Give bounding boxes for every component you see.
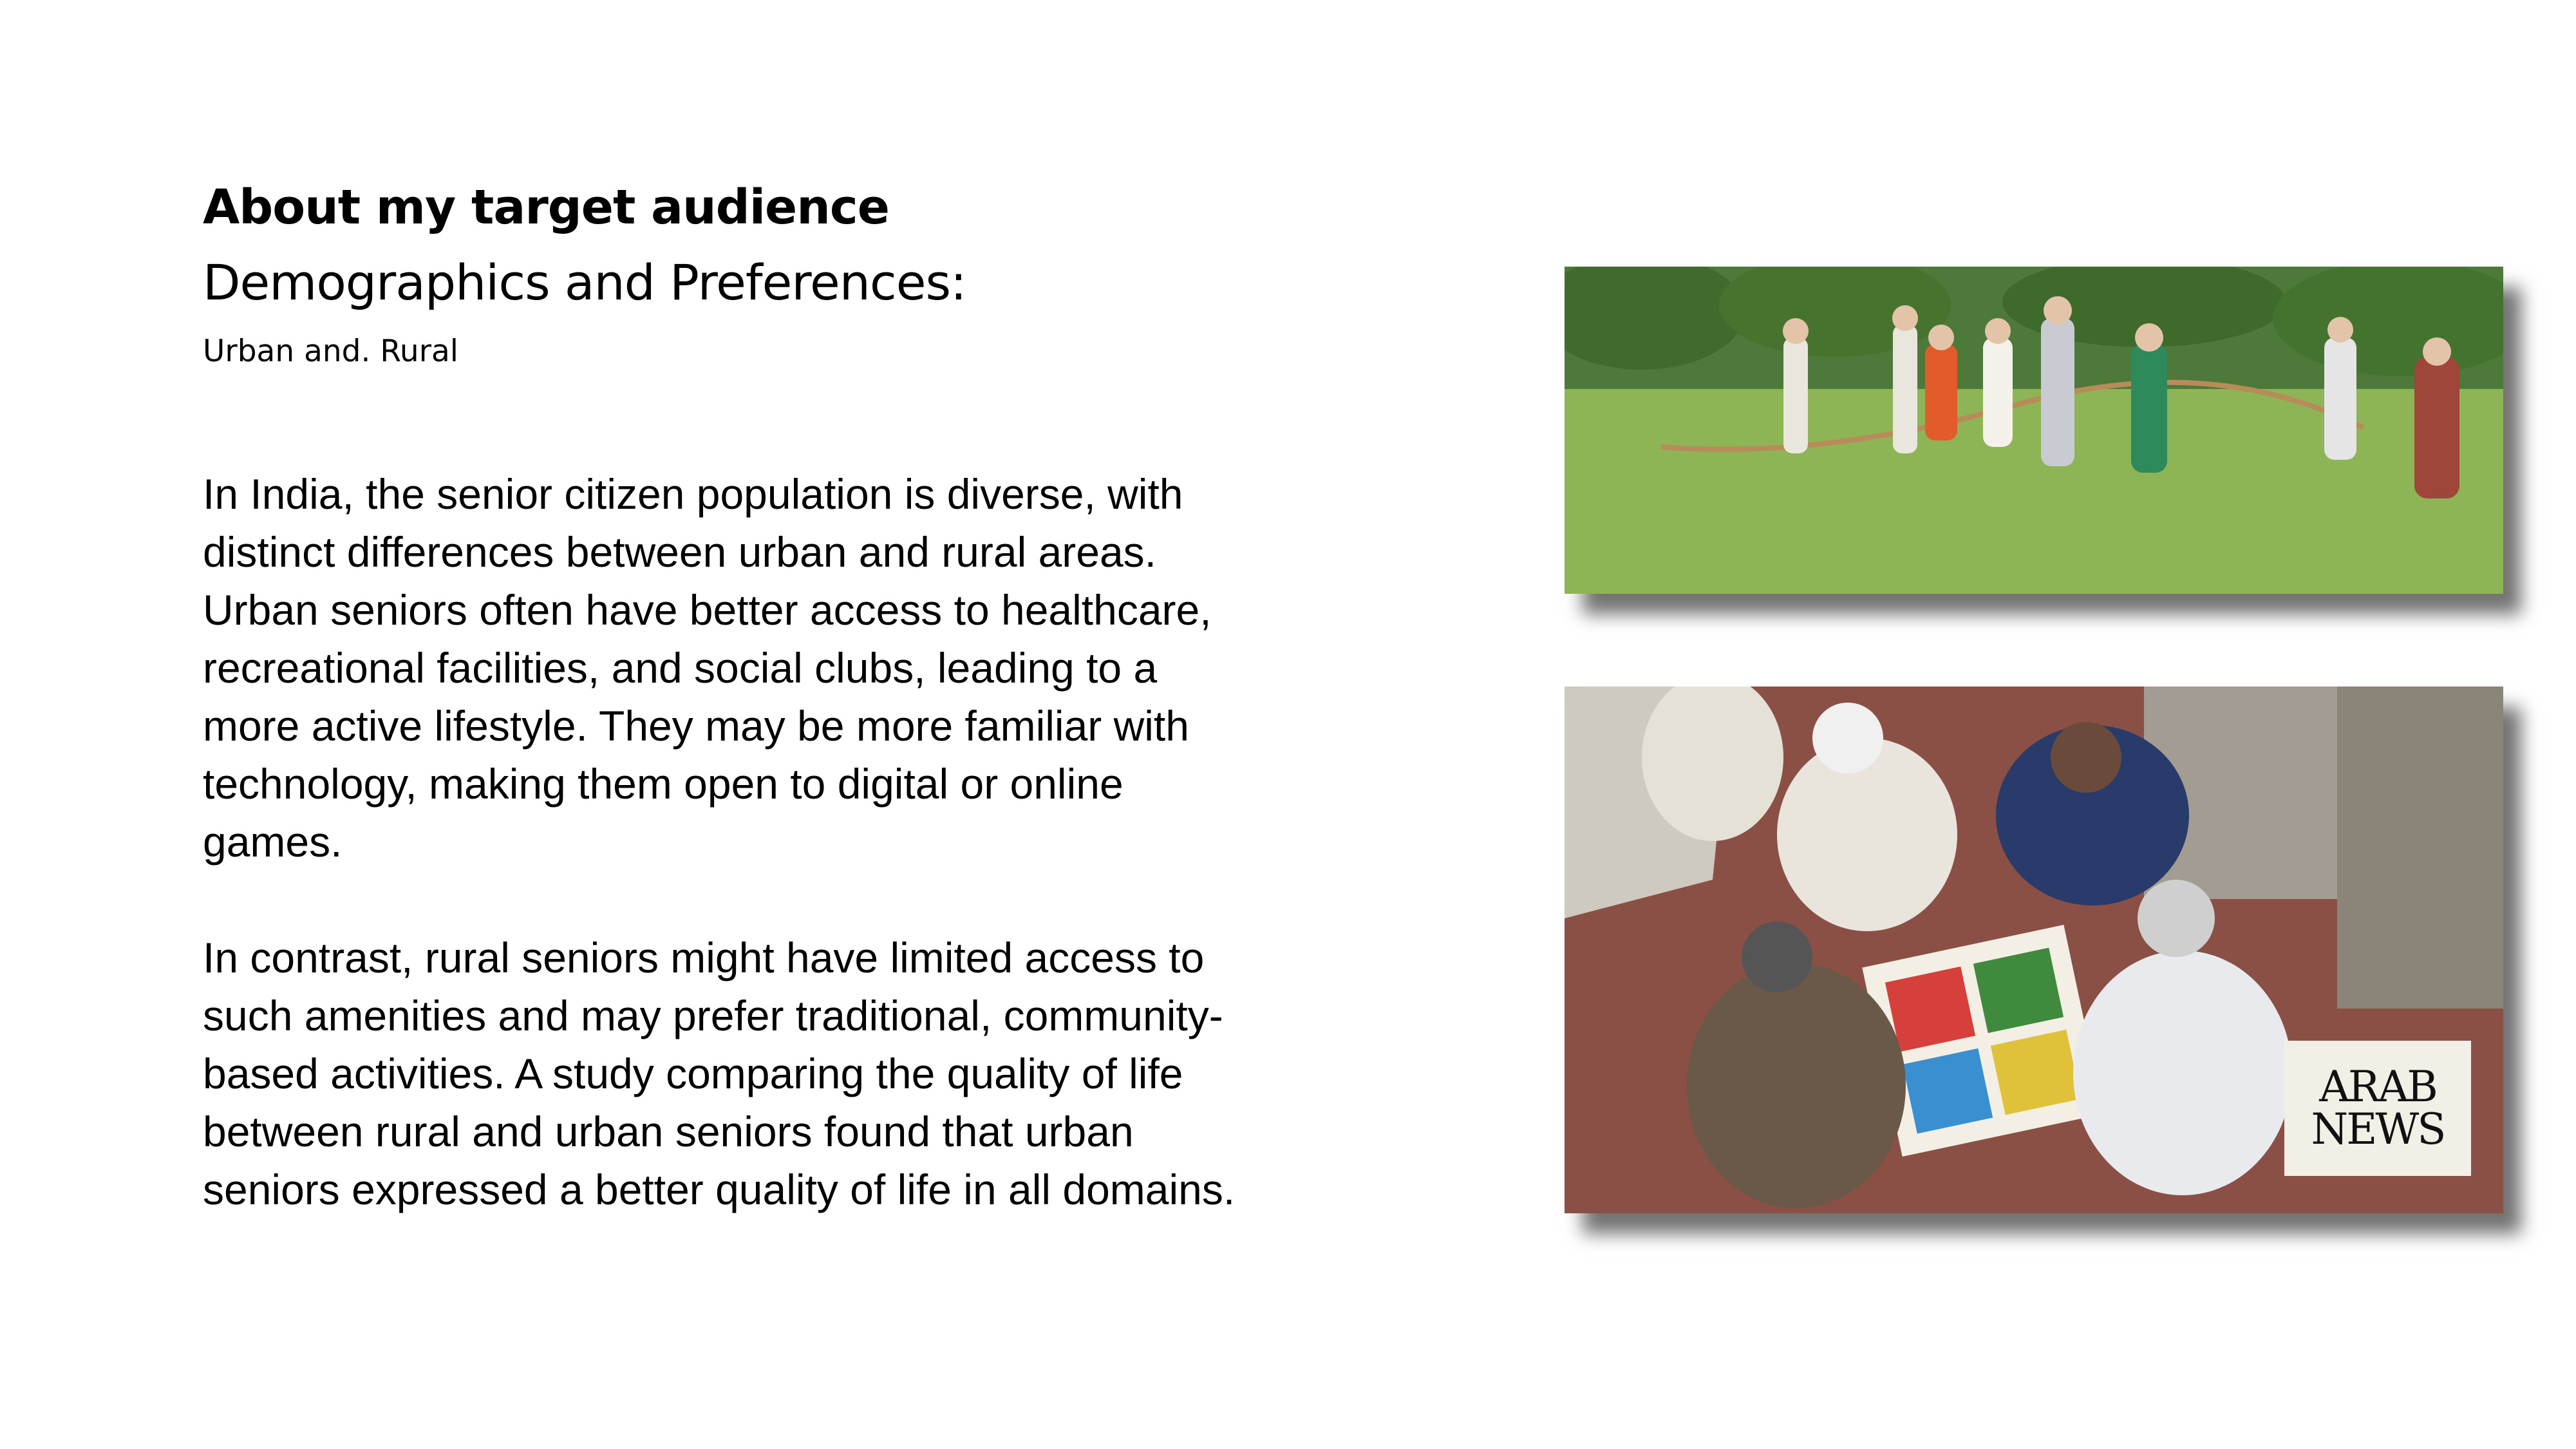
paragraph-rural: In contrast, rural seniors might have limited access to such amenities and may prefer traditional, community-based activities. A study comparing the quality of life between rural and urban seniors found that urban seniors expressed a better quality of life in all domains. <box>203 934 1236 1213</box>
tug-of-war-illustration <box>1565 267 2503 594</box>
slide-tagline: Urban and. Rural <box>203 334 458 369</box>
board-game-photo <box>1565 687 2503 1213</box>
paragraph-urban: In India, the senior citizen population is diverse, with distinct differences between urban and rural areas. Urban seniors often have better access to healthcare, recreational facilities, and social clubs, leading to a more active lifestyle. They may be more familiar with technology, making them open to digital or online games. <box>203 470 1212 866</box>
watermark-line-2: NEWS <box>2311 1104 2445 1154</box>
arab-news-watermark <box>2284 1041 2471 1176</box>
slide-title: About my target audience <box>203 180 889 235</box>
slide-subtitle: Demographics and Preferences: <box>203 254 966 311</box>
watermark-line-1: ARAB <box>2319 1062 2436 1112</box>
body-text <box>203 465 1246 1276</box>
tug-of-war-photo <box>1565 267 2503 594</box>
